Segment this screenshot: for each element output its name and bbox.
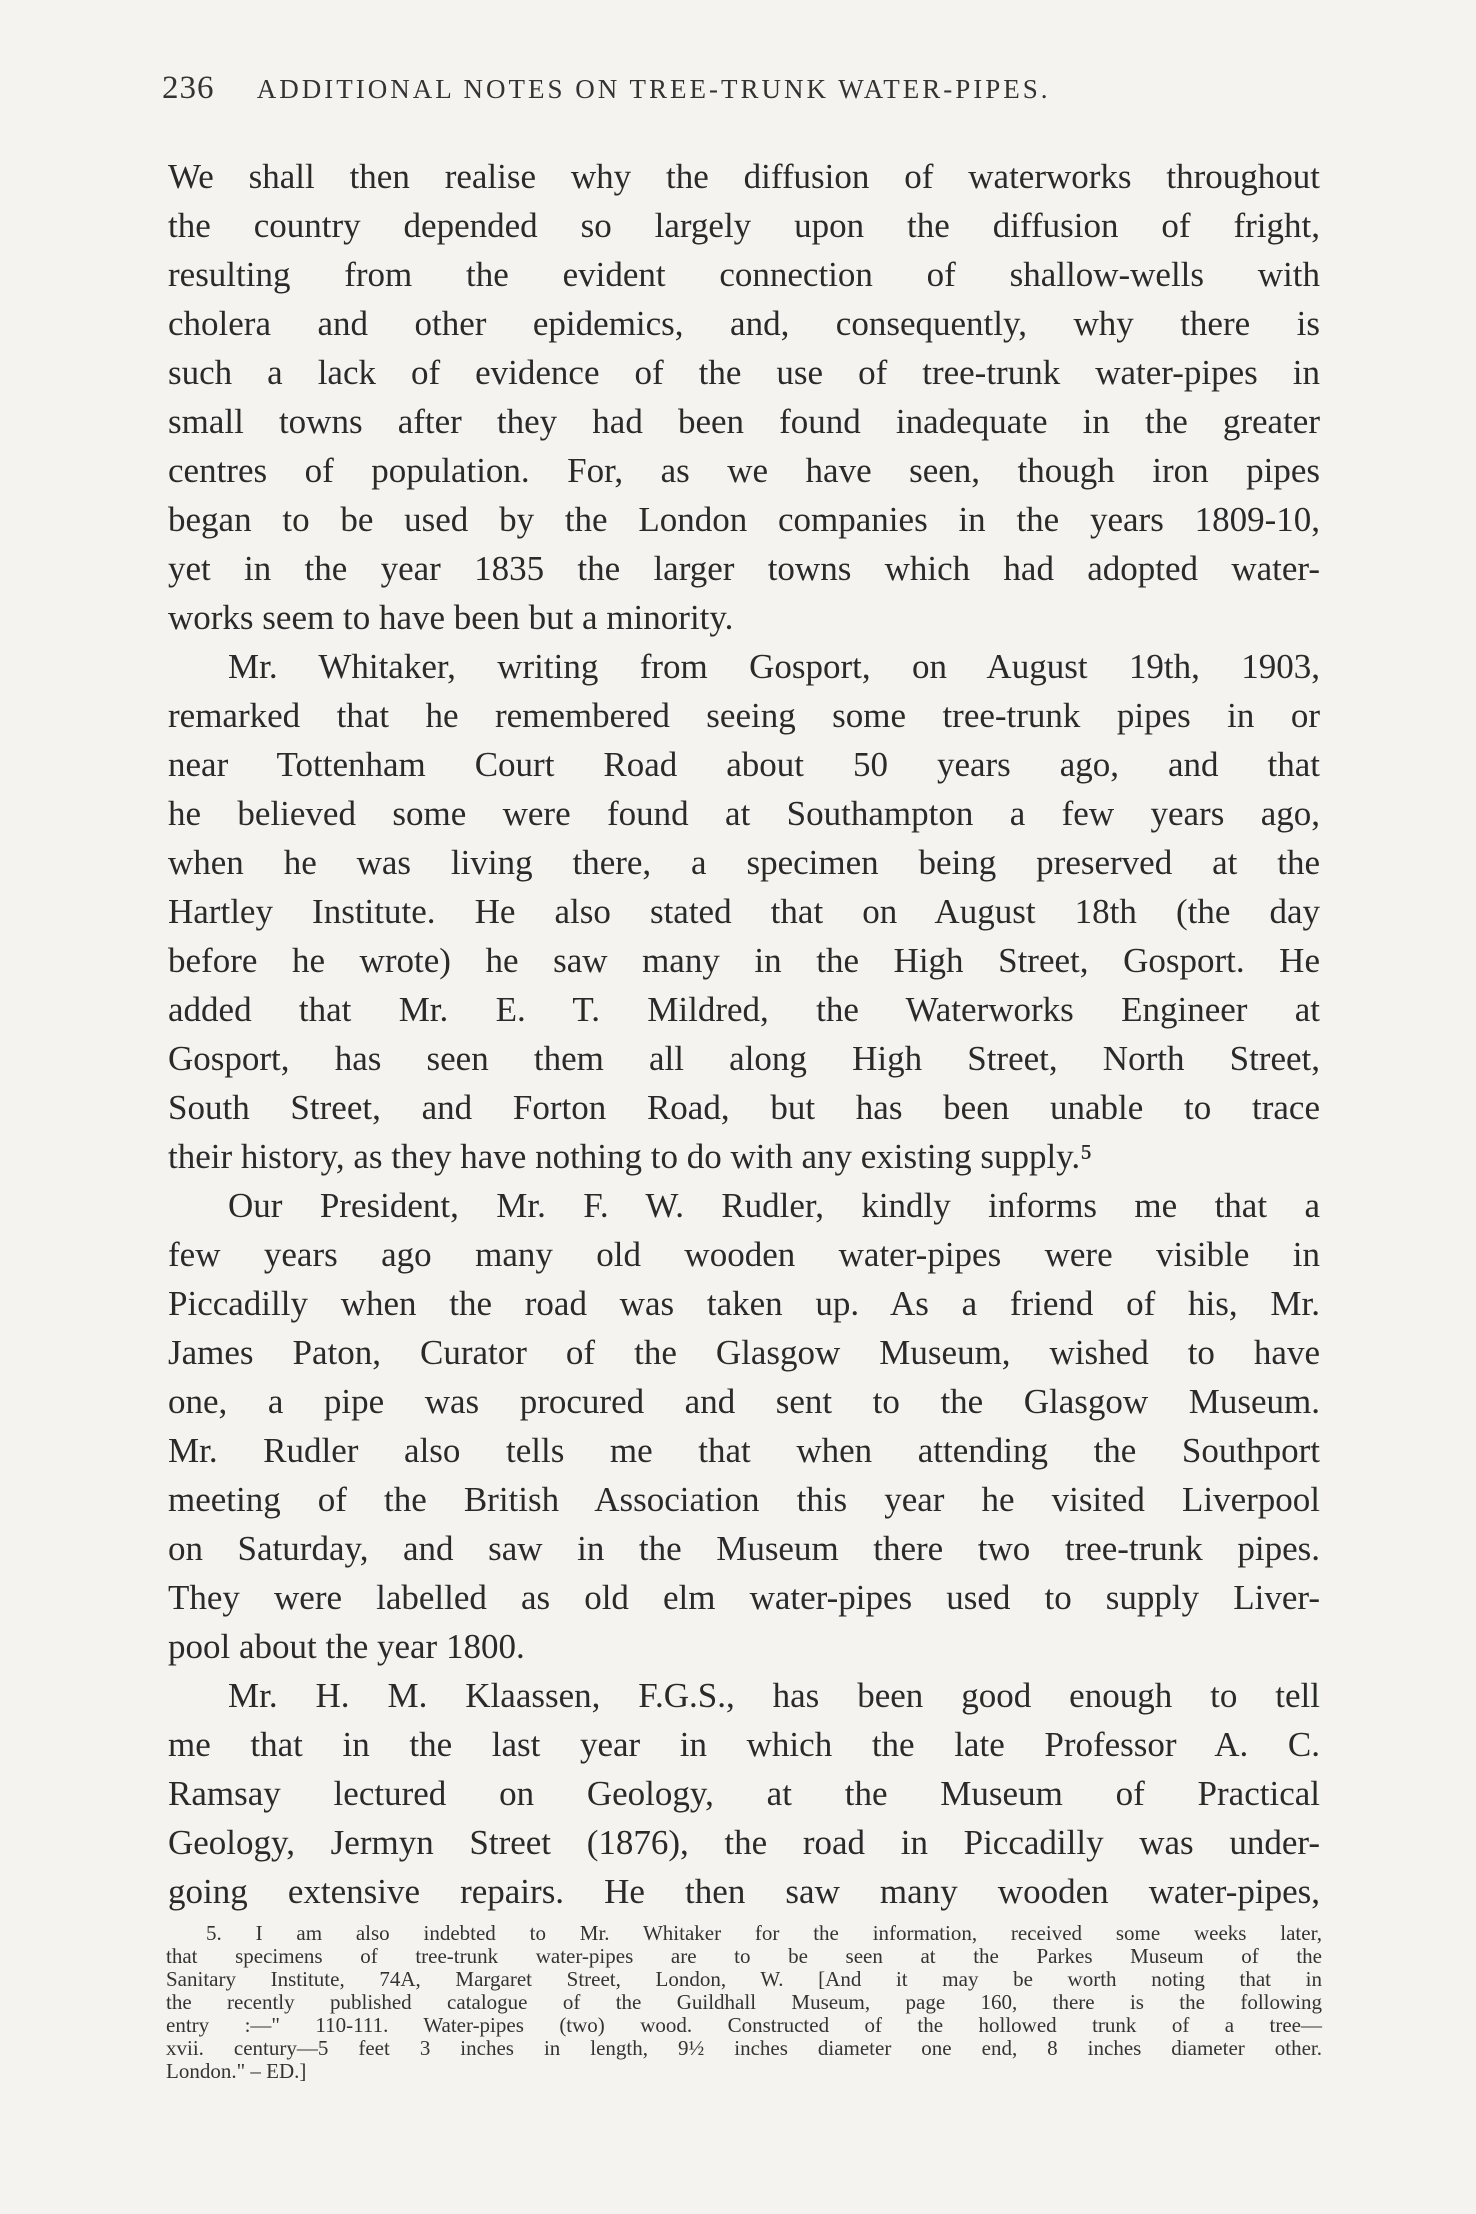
text-line: Our President, Mr. F. W. Rudler, kindly informs me that a — [228, 1186, 1320, 1225]
text-line: on Saturday, and saw in the Museum there two tree-trunk pipes. — [168, 1529, 1320, 1568]
footnote-line: that specimens of tree-trunk water-pipes are to be seen at the Parkes Museum of the — [166, 1944, 1322, 1968]
text-line: their history, as they have nothing to do with any existing supply.⁵ — [168, 1137, 1093, 1176]
text-line: centres of population. For, as we have seen, though iron pipes — [168, 451, 1320, 490]
text-line: near Tottenham Court Road about 50 years ago, and that — [168, 745, 1320, 784]
text-line: such a lack of evidence of the use of tree-trunk water-pipes in — [168, 353, 1320, 392]
footnote-line: London." – ED.] — [166, 2059, 307, 2083]
text-line: South Street, and Forton Road, but has been unable to trace — [168, 1088, 1320, 1127]
text-line: added that Mr. E. T. Mildred, the Waterworks Engineer at — [168, 990, 1320, 1029]
text-line: began to be used by the London companies in the years 1809-10, — [168, 500, 1320, 539]
text-line: when he was living there, a specimen being preserved at the — [168, 843, 1320, 882]
text-line: remarked that he remembered seeing some tree-trunk pipes in or — [168, 696, 1320, 735]
text-line: yet in the year 1835 the larger towns which had adopted water- — [168, 549, 1320, 588]
text-line: resulting from the evident connection of shallow-wells with — [168, 255, 1320, 294]
footnote-line: entry :—" 110-111. Water-pipes (two) wood. Constructed of the hollowed trunk of a tree— — [166, 2013, 1322, 2037]
text-line: going extensive repairs. He then saw many wooden water-pipes, — [168, 1872, 1320, 1911]
text-line: Piccadilly when the road was taken up. As a friend of his, Mr. — [168, 1284, 1320, 1323]
footnote-line: 5. I am also indebted to Mr. Whitaker for the information, received some weeks later, — [206, 1921, 1322, 1945]
page-number: 236 — [162, 70, 215, 106]
text-line: small towns after they had been found inadequate in the greater — [168, 402, 1320, 441]
footnote-line: xvii. century—5 feet 3 inches in length, 9½ inches diameter one end, 8 inches diameter other. — [166, 2036, 1322, 2060]
body-text — [168, 152, 1320, 1916]
text-line: the country depended so largely upon the diffusion of fright, — [168, 206, 1320, 245]
text-line: before he wrote) he saw many in the High Street, Gosport. He — [168, 941, 1320, 980]
text-line: Ramsay lectured on Geology, at the Museum of Practical — [168, 1774, 1320, 1813]
text-line: me that in the last year in which the late Professor A. C. — [168, 1725, 1320, 1764]
footnote-line: Sanitary Institute, 74A, Margaret Street, London, W. [And it may be worth noting that in — [166, 1967, 1322, 1991]
text-line: pool about the year 1800. — [168, 1627, 525, 1666]
text-line: Mr. Rudler also tells me that when attending the Southport — [168, 1431, 1320, 1470]
running-header — [162, 70, 1322, 107]
text-line: Geology, Jermyn Street (1876), the road in Piccadilly was under- — [168, 1823, 1320, 1862]
text-line: Mr. Whitaker, writing from Gosport, on August 19th, 1903, — [228, 647, 1320, 686]
text-line: Mr. H. M. Klaassen, F.G.S., has been good enough to tell — [228, 1676, 1320, 1715]
text-line: We shall then realise why the diffusion of waterworks throughout — [168, 157, 1320, 196]
text-line: he believed some were found at Southampton a few years ago, — [168, 794, 1320, 833]
text-line: Gosport, has seen them all along High Street, North Street, — [168, 1039, 1320, 1078]
text-line: cholera and other epidemics, and, consequently, why there is — [168, 304, 1320, 343]
text-line: meeting of the British Association this year he visited Liverpool — [168, 1480, 1320, 1519]
text-line: few years ago many old wooden water-pipes were visible in — [168, 1235, 1320, 1274]
text-line: Hartley Institute. He also stated that on August 18th (the day — [168, 892, 1320, 931]
running-title: ADDITIONAL NOTES ON TREE-TRUNK WATER-PIPES. — [256, 74, 1051, 104]
text-line: They were labelled as old elm water-pipes used to supply Liver- — [168, 1578, 1320, 1617]
text-line: one, a pipe was procured and sent to the Glasgow Museum. — [168, 1382, 1320, 1421]
text-line: James Paton, Curator of the Glasgow Museum, wished to have — [168, 1333, 1320, 1372]
text-line: works seem to have been but a minority. — [168, 598, 734, 637]
footnotes — [166, 1922, 1322, 2083]
footnote-line: the recently published catalogue of the Guildhall Museum, page 160, there is the following — [166, 1990, 1322, 2014]
